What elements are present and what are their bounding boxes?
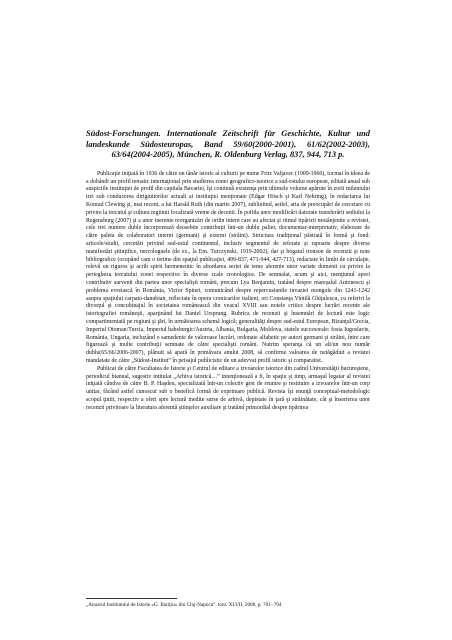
footnote: „Anuarul Institutului de Istorie «G. Bariţiu» din Cluj-Napoca”, tom. XLVII, 2008, p. 701−704 bbox=[86, 602, 282, 608]
journal-title: Südost-Forschungen. Internationale Zeitschrift für Geschichte, Kultur und landeskunde Südosteuropas bbox=[86, 129, 370, 149]
review-heading bbox=[86, 129, 370, 161]
review-article bbox=[86, 129, 370, 412]
footnote-divider bbox=[86, 598, 177, 599]
journal-details: , Band 59/60(2000-2001), 61/62(2002-2003), 63/64(2004-2005), München, R. Oldenburg Verlag, 837, 944, 713 p. bbox=[111, 139, 370, 160]
paragraph-1: Publicaţie iniţiată în 1936 de către un tânăr istoric al culturii pe nume Fritz Valjavec (1909-1960), tocmai în ideea de a dobândi un profil tematic internaţional prin studierea zonei geografico-istorice a sud-estului european, editată anual sub auspiciile instituţiei de profil din capitala Bavariei, îşi continuă existenţa prin ultimele volume apărute în zorii mileniului trei sub conducerea dirigiuitorilor actuali ai instituţiei menţionate (Edgar Hösch şi Karl Nehring), în redactarea lui Konrad Clewing şi, mai recent, a lui Harald Roth (din martie 2007), subliniind, astfel, aria de preocupări de cercetare cu privire la trecutul şi cultura regiunii focalizată vreme de decenii. În pofida unor modificări datorate transferării sediului la Regensburg (2007) şi a unor inerente reorganizări de ordin intern care au afectat şi ritmul tipăririi nestânjenite a revistei, cele trei numere duble încorporează deosebite contribuţii într-un dublu palier, documentar-interpretativ, elaborate de către paleta de colaboratori interni (germani) şi externi (străini). Structura tradiţional păstrată în formă şi fond: articole/studii, cercetări privind sud-estul continentul, inclusiv segmentul de referate şi rapoarte despre diverse manifestări ştiinţifice, necrologuele (de ex., la Em. Turczynski, 1919-2002), dar şi bogatul tronson de recenzii şi note bibliografice (ocupând cam o treime din spaţiul publicaţiei, 499-837, 471-944, 427-713), redactate în limbi de circulaţie, relevă un riguros şi acrib spirit hermeneutic în abordarea seriei de teme aferente unor variate domenii cu privire la periegheza trecutului zonei respective în diverse scale cronologice. De semnalat, acum şi aici, menţiunul apori contributiv survenit din partea unor specialişti români, precum Lya Benjamin, tratând despre mareşalul Antonescu şi problema evreiască în România, Victor Spinei, comunicând despre repercusiunile invaziei mongole din 1241-1242 asupra spaţiului carpato-danubian, reflectate în opera cronicarilor italieni, ori Constanţa Vintilă Ghiţulescu, cu referiri la divorţul şi concubinajul în societatea românească din veacul XVIII sau notele critice despre lucrări recente ale istoriografiei româneşti, aparţinând lui Daniel Ursprung. Rubrica de recenzii şi însemnări de lectură este logic compartimentată pe regiuni şi ţări, în următoarea schemă logică; generalităţi despre sud-estul European, Bizanţul/Grecia, Imperiul Otoman/Turcia, Imperiul habsburgic/Austria, Albania, Bulgaria, Moldova, statele succesorale: fosta Iugoslavie, România, Ungaria, incluzând o samedenie de valoroase lucrări, ordonate alfabetic pe autori germani şi străini, între care figurează şi multe contribuţii semnate de către specialişti români. Nutrim speranţa că un alt/un nou număr dublu(65/66/2006-2007), plănuit să apară în primăvara anului 2008, să confirme valoarea de netăgăduit a revistei mandatate de către „Südost-Institut” în peisajul publicistic de un adevvat profil istoric şi comparatist. bbox=[86, 170, 370, 364]
paragraph-2: Publicat de către Facultatea de Istorie şi Centrul de editare a izvoarelor istorice din cadrul Universităţii bucureştene, periodicul bianual, sugestiv intitulat „Arhiva istorică…” intenţionează a fi, în spaţiu şi timp, armaşul legatar al revistei iniţiată cândva de către B. P. Haşdeu, specializată într-un colectiv gest de reunire şi restituire a izvoarelor într-un corp unitar, făcând astfel cunoscut sub o benefică formă de exprimare publică. Revista îşi enunţă conceptual-metodologic scopul ţintit, respectiv a oferi spre lectură inedite surse de arhivă, depistate în ţară şi străinătate, cât şi înserierea unor recenzii privitoare la literatura aferentă ştiinţelor auxiliare şi tratând primordial despre tipărirea bbox=[86, 365, 370, 411]
